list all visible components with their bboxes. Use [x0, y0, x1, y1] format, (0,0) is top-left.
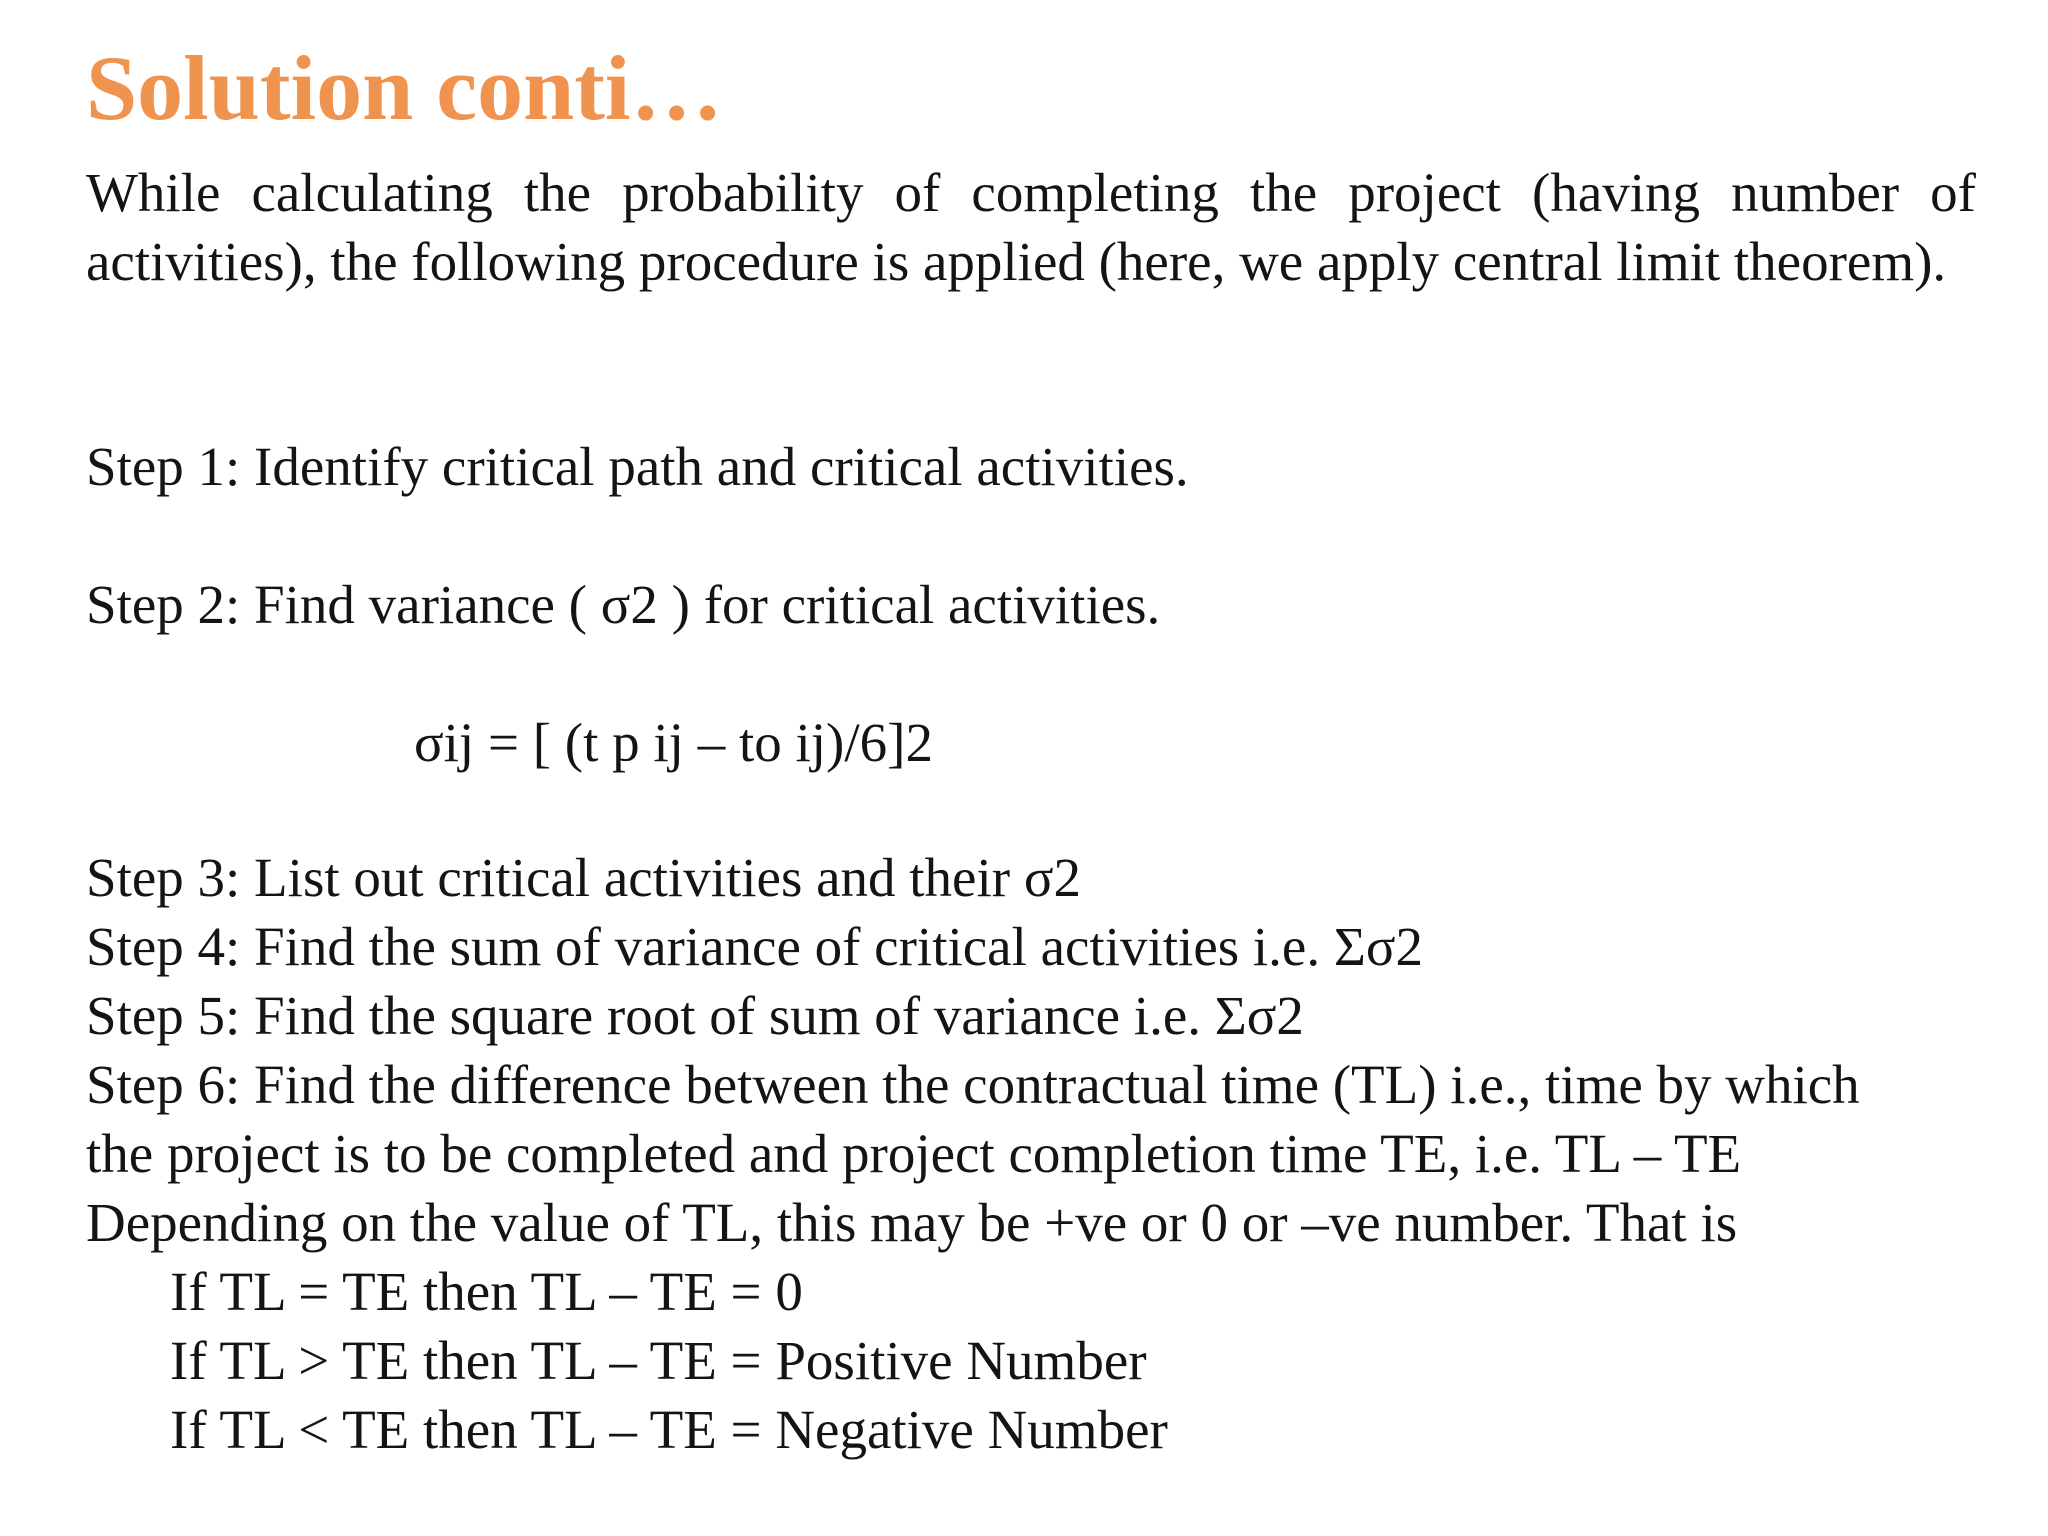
step-2: Step 2: Find variance ( σ2 ) for critical activities. — [86, 574, 1161, 635]
slide-title: Solution conti… — [86, 37, 723, 139]
variance-formula: σij = [ (t p ij – to ij)/6]2 — [414, 712, 933, 773]
step-3: Step 3: List out critical activities and their σ2 — [86, 847, 1081, 908]
step-4: Step 4: Find the sum of variance of critical activities i.e. Σσ2 — [86, 916, 1423, 977]
step-6-line-1: Step 6: Find the difference between the contractual time (TL) i.e., time by which — [86, 1054, 1860, 1115]
step-6-line-2: the project is to be completed and project completion time TE, i.e. TL – TE — [86, 1123, 1742, 1184]
condition-greater: If TL > TE then TL – TE = Positive Number — [170, 1330, 1147, 1391]
step-5: Step 5: Find the square root of sum of variance i.e. Σσ2 — [86, 985, 1304, 1046]
depending-text: Depending on the value of TL, this may be +ve or 0 or –ve number. That is — [86, 1192, 1738, 1253]
step-1: Step 1: Identify critical path and critical activities. — [86, 436, 1189, 497]
condition-less: If TL < TE then TL – TE = Negative Number — [170, 1399, 1168, 1460]
condition-equal: If TL = TE then TL – TE = 0 — [170, 1261, 803, 1322]
intro-paragraph: While calculating the probability of completing the project (having number of activities), the following procedure is applied (here, we apply central limit theorem). — [86, 162, 1976, 292]
